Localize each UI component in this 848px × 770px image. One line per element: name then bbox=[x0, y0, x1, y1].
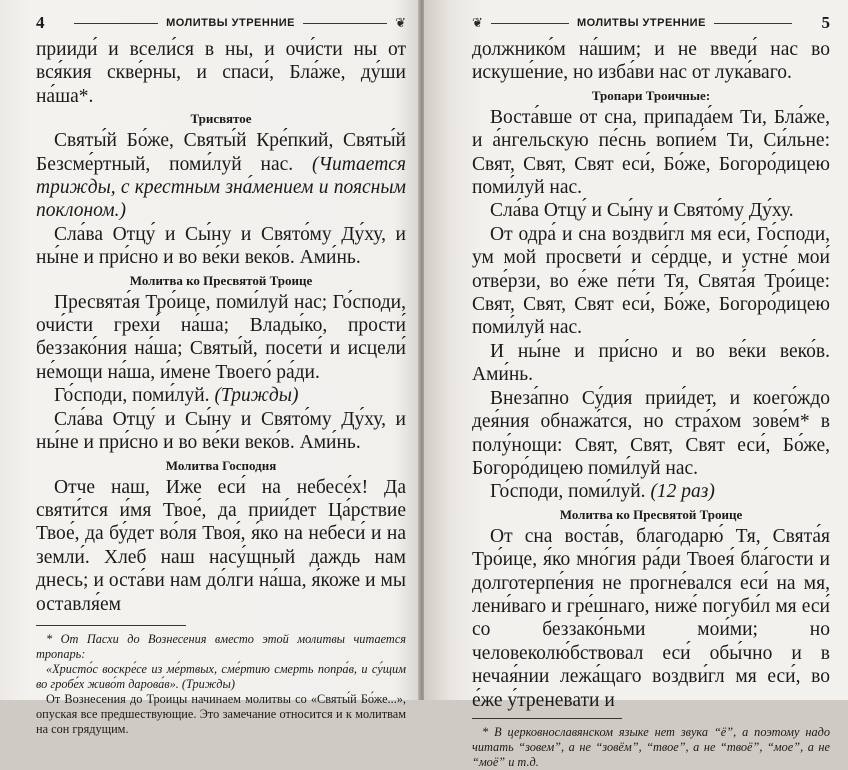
paragraph: Пресвята́я Тро́ице, поми́луй нас; Го́споди, очи́сти грехи́ на́ша; Влады́ко, прости́ беззако́ния на́ша; Святы́й, посети́ и исцели́ не́мощи на́ша, и́мене Твоего́ ра́ди. bbox=[36, 291, 406, 383]
paragraph: прииди́ и всели́ся в ны, и очи́сти ны от вся́кия скве́рны, и спаси́, Бла́же, ду́ши на́ша*. bbox=[36, 39, 406, 107]
section-heading: Молитва Господня bbox=[165, 457, 277, 473]
header-rule bbox=[74, 23, 158, 24]
footnote-text: * От Пасхи до Вознесения вместо этой молитвы читается тропарь: bbox=[36, 631, 406, 661]
header-rule bbox=[491, 23, 569, 24]
running-title: МОЛИТВЫ УТРЕННИЕ bbox=[166, 17, 296, 29]
paragraph: Внеза́пно Су́дия прии́дет, и коего́ждо дея́ния обнажа́тся, но стра́хом зове́м* в полу́нощи: Свят, Свят, Свят еси́, Бо́же, Богоро́дицею поми́луй нас. bbox=[472, 387, 830, 479]
header-rule bbox=[303, 23, 387, 24]
footnote-text: От Вознесения до Троицы начинаем молитвы со «Святы́й Бо́же...», опуская все предшествующие. Это замечание относится и к молитвам на сон грядущим. bbox=[36, 691, 406, 736]
rubric-note: (Читается трижды, с крестным зна́мением и поясным поклоном.) bbox=[36, 153, 406, 222]
left-running-head bbox=[36, 12, 406, 34]
page-number: 5 bbox=[821, 13, 830, 32]
prayer-text: Го́споди, поми́луй. bbox=[54, 385, 210, 407]
footnote-text: «Христо́с воскре́се из ме́ртвых, сме́ртию смерть попра́в, и су́щим во гробе́х живо́т дарова́в». (Трижды) bbox=[36, 661, 406, 691]
paragraph: должнико́м на́шим; и не введи́ нас во искуше́ние, но изба́ви нас от лука́ваго. bbox=[472, 39, 830, 84]
prayer-text: Го́споди, поми́луй. bbox=[490, 481, 646, 503]
paragraph bbox=[36, 129, 406, 223]
running-title: МОЛИТВЫ УТРЕННИЕ bbox=[576, 17, 706, 29]
rubric-note: (12 раз) bbox=[650, 481, 715, 503]
paragraph bbox=[36, 384, 406, 407]
section-heading: Трисвятое bbox=[190, 111, 252, 127]
paragraph: Отче наш, Иже еси́ на небесе́х! Да святи́тся и́мя Твое́, да прии́дет Ца́рствие Твое́, да бу́дет во́ля Твоя́, я́ко на небеси́ и на земли́. Хлеб наш насу́щный даждь нам днесь; и оста́ви нам до́лги на́ша, я́коже и мы оставля́ем bbox=[36, 476, 406, 615]
page-number: 4 bbox=[36, 13, 45, 32]
footnote bbox=[472, 725, 830, 770]
left-page bbox=[0, 0, 420, 736]
section-heading: Молитва ко Пресвятой Троице bbox=[559, 506, 743, 522]
footnote-rule bbox=[36, 625, 186, 626]
section-heading: Молитва ко Пресвятой Троице bbox=[129, 272, 313, 288]
paragraph: И ны́не и при́сно и во ве́ки веко́в. Ами́нь. bbox=[472, 340, 830, 386]
prayer-text: Святы́й Бо́же, Святы́й Кре́пкий, Святы́й Безсме́ртный, поми́луй нас. bbox=[36, 130, 406, 175]
paragraph bbox=[472, 480, 830, 503]
rubric-note: (Трижды) bbox=[214, 385, 299, 407]
header-rule bbox=[714, 23, 792, 24]
footnote-text: * В церковнославянском языке нет звука “ё”, а поэтому надо читать “зовем”, а не “зовём”, “твое”, а не “твоё”, “мое”, а не “моё” и т.д. bbox=[472, 724, 830, 769]
ornament-icon: ❦ bbox=[472, 15, 483, 30]
right-body-text bbox=[472, 38, 830, 712]
section-heading: Тропари Троичные: bbox=[591, 87, 711, 103]
right-running-head bbox=[472, 12, 830, 34]
left-body-text bbox=[36, 38, 406, 616]
paragraph: Сла́ва Отцу́ и Сы́ну и Свято́му Ду́ху, и ны́не и при́сно и во ве́ки веко́в. Ами́нь. bbox=[36, 223, 406, 269]
ornament-icon: ❦ bbox=[395, 15, 406, 30]
footnote bbox=[36, 632, 406, 737]
right-page bbox=[424, 0, 848, 769]
paragraph: Сла́ва Отцу́ и Сы́ну и Свято́му Ду́ху, и ны́не и при́сно и во ве́ки веко́в. Ами́нь. bbox=[36, 408, 406, 454]
paragraph: От одра́ и сна воздви́гл мя еси́, Го́споди, ум мой просвети́ и се́рдце, и устне́ мои́ отве́рзи, во е́же пе́ти Тя, Свята́я Тро́ице: Свят, Свят, Свят еси́, Бо́же, Богоро́дицею поми́луй нас. bbox=[472, 223, 830, 339]
paragraph: От сна воста́в, благодарю́ Тя, Свята́я Тро́ице, я́ко мно́гия ра́ди Твоея́ бла́гости и долготерпе́ния не прогне́вался еси́ на мя, лени́ваго и гре́шнаго, ниже́ погуби́л мя еси́ со беззако́ньми мои́ми; но человеколю́бствовал еси́ обы́чно и в нечая́нии лежа́щаго воздви́гл мя еси́, во е́же у́треневати и bbox=[472, 525, 830, 711]
footnote-rule bbox=[472, 718, 622, 719]
paragraph: Воста́вше от сна, припада́ем Ти, Бла́же, и а́нгельскую пе́снь вопие́м Ти, Си́льне: Свят, Свят, Свят еси́, Бо́же, Богоро́дицею поми́луй нас. bbox=[472, 106, 830, 199]
paragraph: Сла́ва Отцу́ и Сы́ну и Свято́му Ду́ху. bbox=[490, 200, 794, 222]
